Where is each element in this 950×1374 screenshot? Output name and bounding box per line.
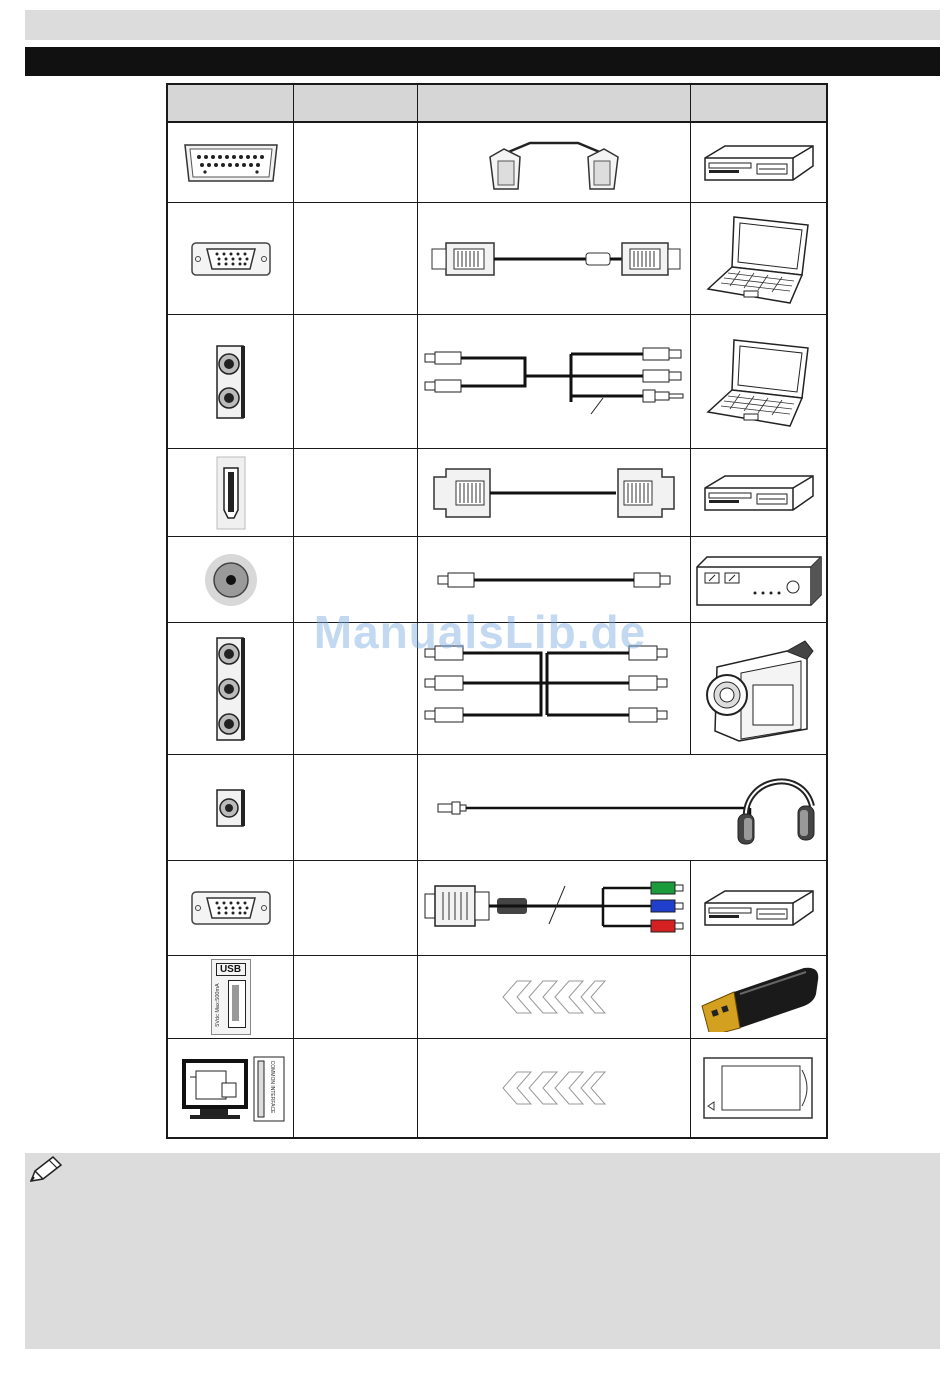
vga-port-icon	[189, 237, 273, 281]
header-connector	[168, 85, 294, 121]
connection-table	[166, 83, 828, 1139]
coaxial-cable-icon	[434, 565, 674, 595]
ypbpr-cable-icon	[421, 876, 687, 940]
page-header-bar	[25, 10, 940, 40]
table-row-usb	[168, 956, 826, 1039]
vga-port-icon	[189, 886, 273, 930]
audio-jack-pair-icon	[211, 342, 251, 422]
pencil-note-icon	[27, 1155, 63, 1185]
table-row-ci	[168, 1039, 826, 1137]
usb-label: USB	[216, 963, 246, 976]
ci-slot-label: COMMON INTERFACE	[268, 1060, 275, 1114]
rca-triple-jack-icon	[211, 634, 251, 744]
table-row-vga	[168, 203, 826, 315]
table-row-av	[168, 623, 826, 755]
usb-rating: 5Vdc Max:500mA	[214, 983, 221, 1027]
dvd-recorder-icon	[701, 468, 817, 518]
headphone-jack-icon	[211, 786, 251, 830]
header-cables	[418, 85, 691, 121]
arrow-chevrons-icon	[499, 979, 609, 1015]
header-device	[691, 85, 826, 121]
av-cable-icon	[421, 639, 687, 739]
ci-module-card-icon	[702, 1056, 816, 1120]
headphone-cable-icon	[420, 760, 824, 856]
usb-stick-icon	[694, 962, 824, 1032]
hdmi-port-icon	[216, 456, 246, 530]
section-title-bar	[25, 47, 940, 76]
hdmi-cable-icon	[426, 463, 682, 523]
arrow-chevrons-icon	[499, 1070, 609, 1106]
audio-cable-icon	[421, 346, 687, 418]
dvd-recorder-icon	[701, 883, 817, 933]
table-row-hdmi	[168, 449, 826, 537]
laptop-icon	[704, 211, 814, 307]
table-row-spdif	[168, 537, 826, 623]
table-row-scart	[168, 123, 826, 203]
table-header-row	[168, 85, 826, 123]
table-row-component	[168, 861, 826, 956]
header-type	[294, 85, 418, 121]
audio-amplifier-icon	[695, 553, 823, 607]
scart-cable-icon	[484, 131, 624, 195]
table-row-pc-audio	[168, 315, 826, 449]
coaxial-port-icon	[203, 552, 259, 608]
camcorder-icon	[703, 633, 815, 745]
table-row-headphone	[168, 755, 826, 861]
tv-rear-ci-icon	[176, 1053, 286, 1123]
usb-port-icon	[211, 959, 251, 1035]
dvd-recorder-icon	[701, 138, 817, 188]
laptop-icon	[704, 334, 814, 430]
vga-cable-icon	[426, 237, 682, 281]
scart-port-icon	[181, 141, 281, 185]
note-box	[25, 1153, 940, 1349]
watermark: ManualsLib.de	[313, 606, 647, 658]
